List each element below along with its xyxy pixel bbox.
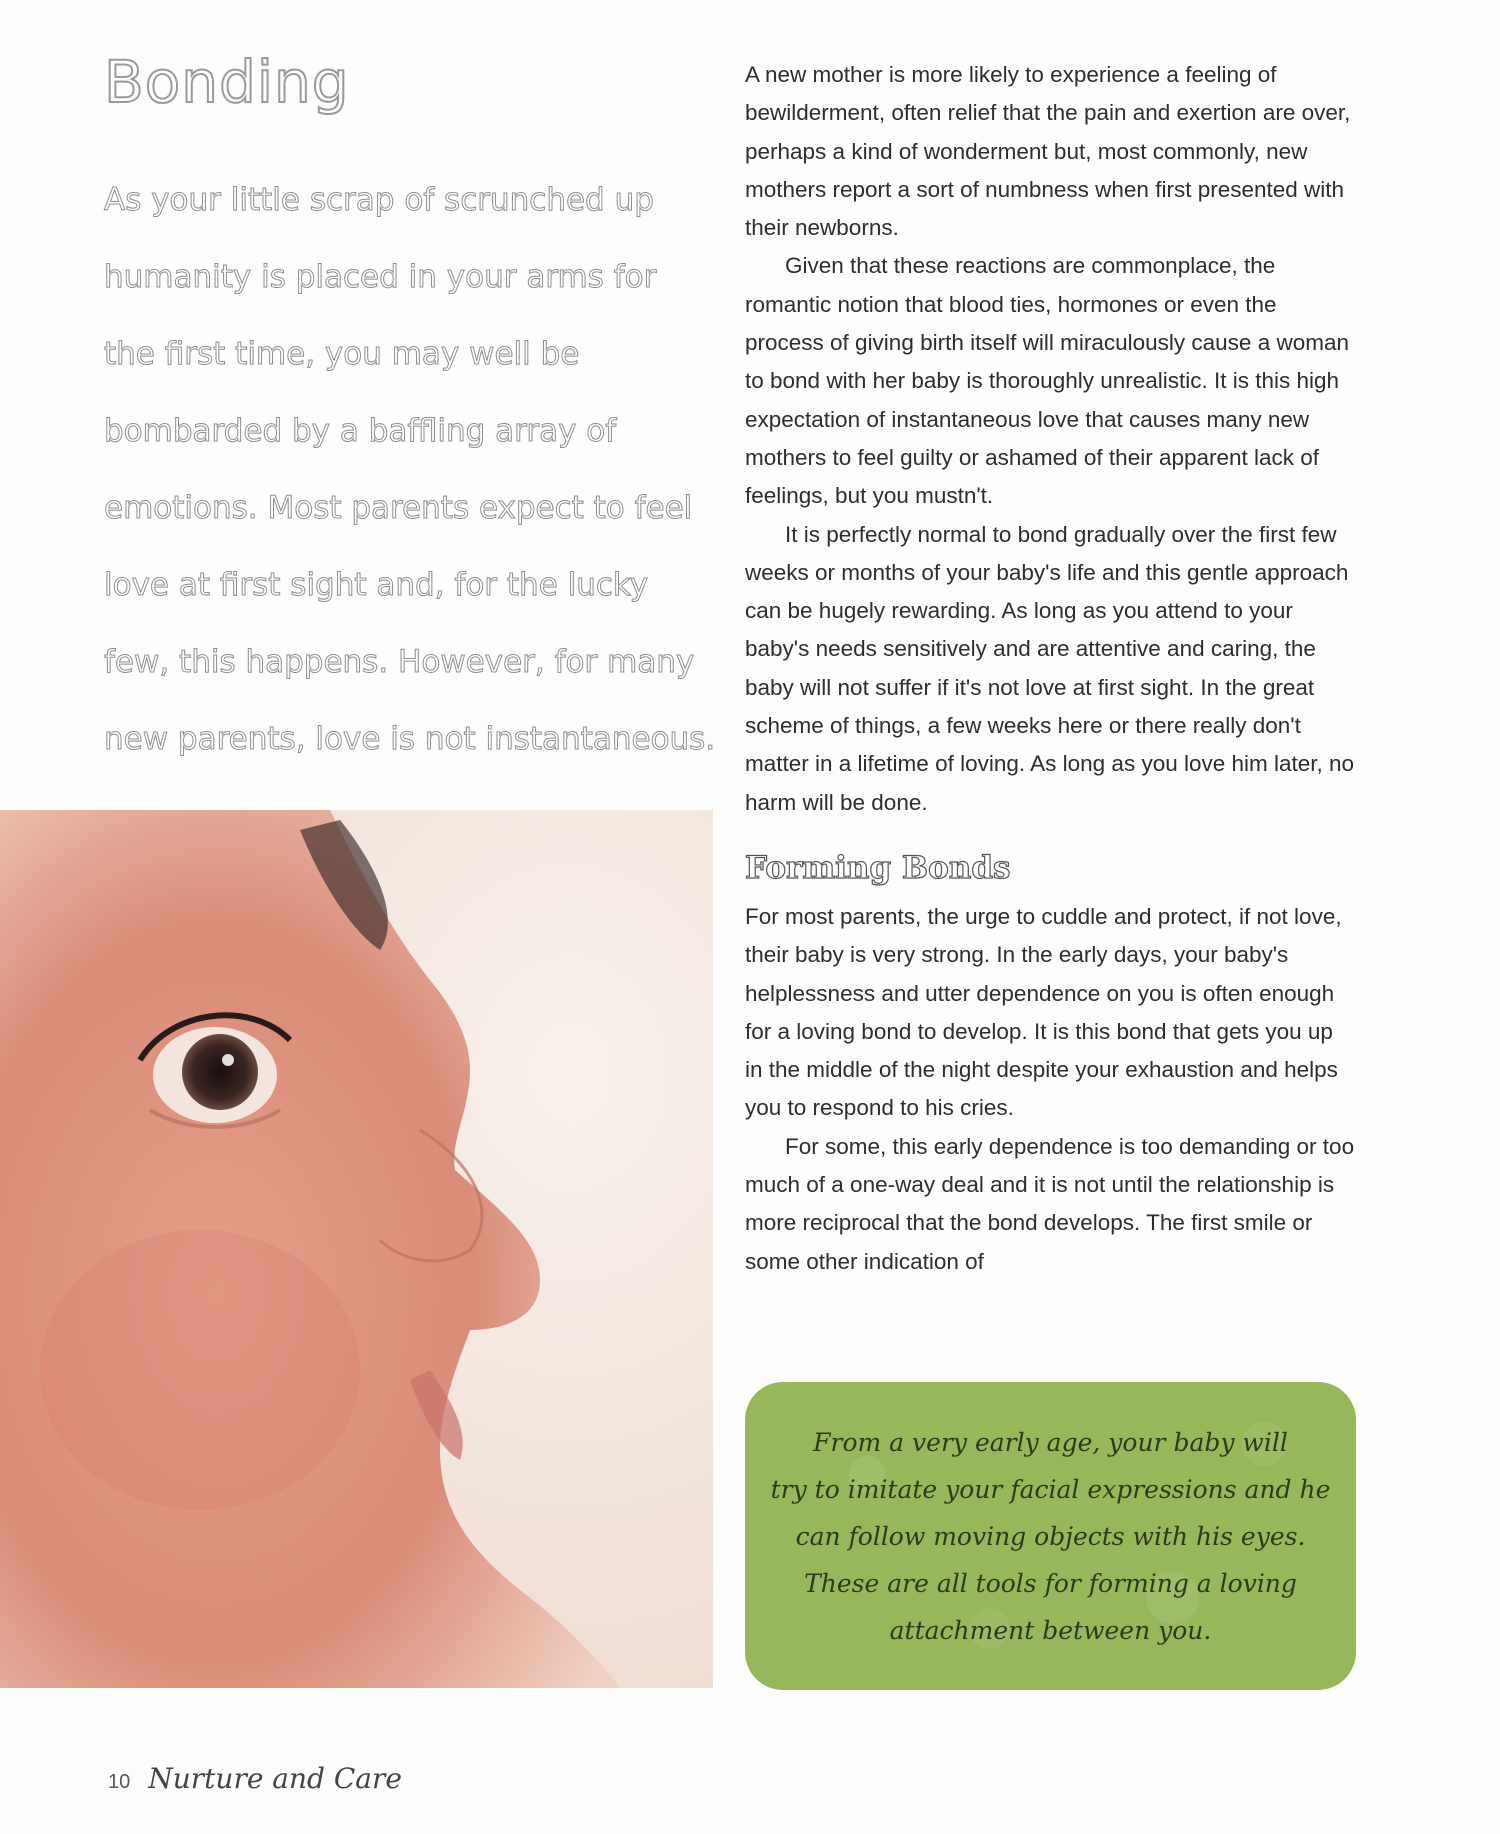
callout-line: try to imitate your facial expressions and he <box>770 1474 1331 1504</box>
page-title: Bonding <box>104 48 350 116</box>
baby-photo <box>0 810 713 1688</box>
eye-iris <box>182 1034 258 1110</box>
callout-line: can follow moving objects with his eyes. <box>795 1521 1306 1551</box>
baby-face-illustration <box>0 810 713 1688</box>
body-column-bottom <box>745 898 1355 1281</box>
body-column-top <box>745 56 1355 822</box>
intro-line: humanity is placed in your arms for <box>104 259 657 295</box>
body-paragraph: A new mother is more likely to experience a feeling of bewilderment, often relief that the pain and exertion are over, perhaps a kind of wonderment but, most commonly, new mothers report a sort of numbness when first presented with their newborns. <box>745 62 1351 241</box>
tip-callout <box>745 1382 1356 1690</box>
callout-line: From a very early age, your baby will <box>813 1427 1288 1457</box>
callout-line: These are all tools for forming a loving <box>804 1568 1297 1598</box>
body-paragraph: For most parents, the urge to cuddle and protect, if not love, their baby is very strong. In the early days, your baby's helplessness and utter dependence on you is often enough for a loving bond to develop. It is this bond that gets you up in the middle of the night despite your exhaustion and helps you to respond to his cries. <box>745 904 1342 1121</box>
intro-line: few, this happens. However, for many <box>104 644 695 680</box>
cheek <box>40 1230 360 1510</box>
intro-line: bombarded by a baffling array of <box>104 413 617 449</box>
intro-line: new parents, love is not instantaneous. <box>104 721 716 757</box>
eye-highlight <box>222 1054 234 1066</box>
body-paragraph: For some, this early dependence is too demanding or too much of a one-way deal and it is not until the relationship is more reciprocal that the bond develops. The first smile or some other indication of <box>745 1133 1355 1274</box>
intro-line: emotions. Most parents expect to feel <box>104 490 693 526</box>
page-footer <box>108 1762 402 1795</box>
callout-text <box>771 1419 1331 1654</box>
intro-line: As your little scrap of scrunched up <box>104 182 654 218</box>
body-paragraph: Given that these reactions are commonplace, the romantic notion that blood ties, hormones or even the process of giving birth itself will miraculously cause a woman to bond with her baby is thoroughly unrealistic. It is this high expectation of instantaneous love that causes many new mothers to feel guilty or ashamed of their apparent lack of feelings, but you mustn't. <box>745 253 1349 509</box>
body-paragraph: It is perfectly normal to bond gradually over the first few weeks or months of your baby's life and this gentle approach can be hugely rewarding. As long as you attend to your baby's needs sensitively and are attentive and caring, the baby will not suffer if it's not love at first sight. In the great scheme of things, a few weeks here or there really don't matter in a lifetime of loving. As long as you love him later, no harm will be done. <box>745 521 1355 815</box>
intro-paragraph <box>104 162 724 778</box>
page-number: 10 <box>108 1771 131 1793</box>
intro-line: love at first sight and, for the lucky <box>104 567 649 603</box>
intro-line: the first time, you may well be <box>104 336 580 372</box>
section-heading: Forming Bonds <box>745 850 1011 886</box>
running-head: Nurture and Care <box>148 1762 402 1795</box>
callout-line: attachment between you. <box>889 1615 1212 1645</box>
